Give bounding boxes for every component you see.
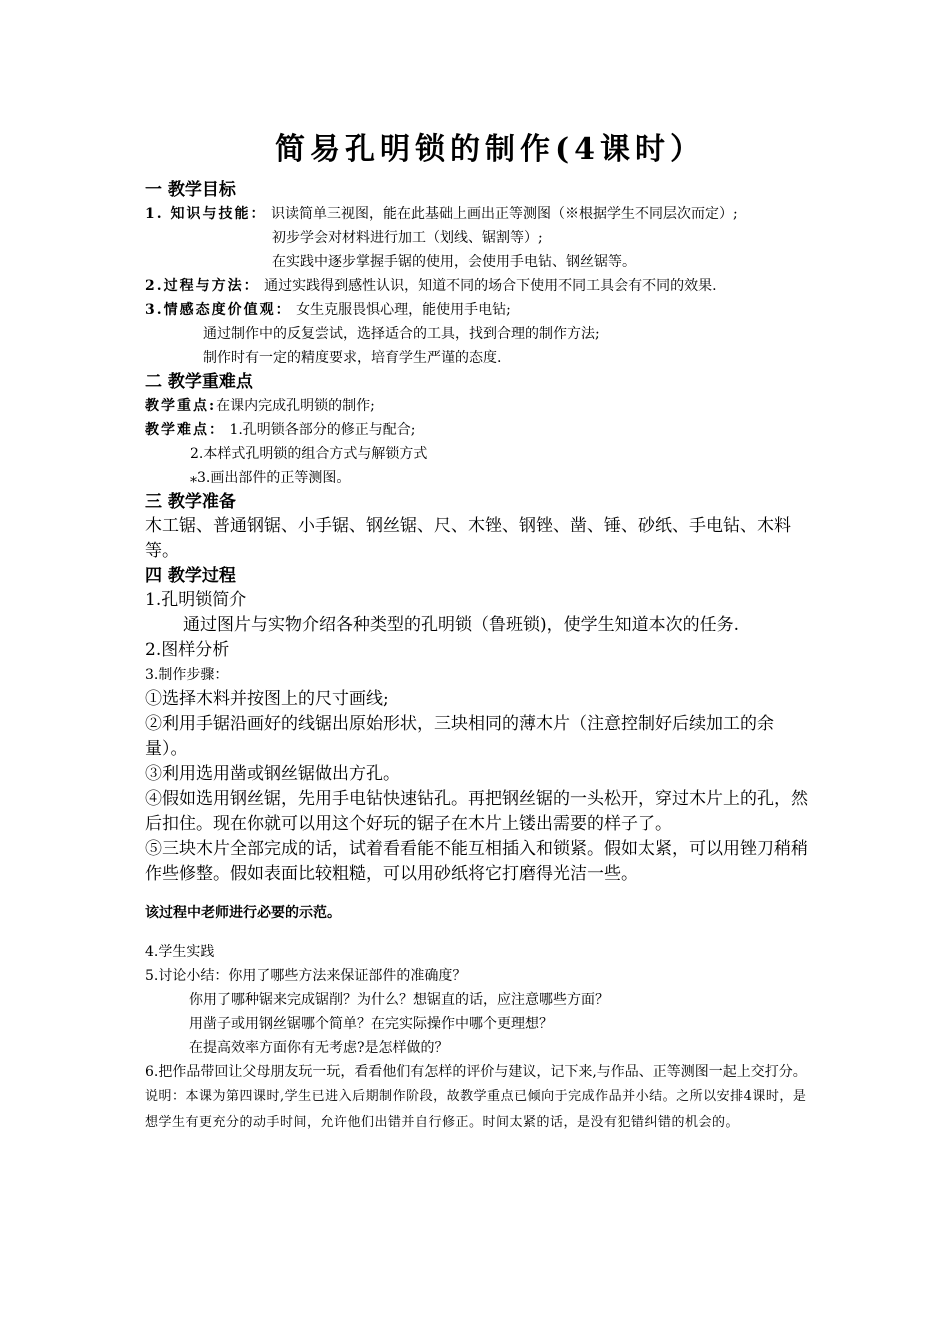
process-item-1: 1.孔明锁简介 — [145, 590, 247, 610]
objective-knowledge-label: 1. 知识与技能： — [145, 206, 267, 222]
process-item-4: 4.学生实践 — [145, 944, 215, 960]
discussion-question-3: 在提高效率方面你有无考虑?是怎样做的？ — [189, 1040, 449, 1056]
objective-knowledge — [145, 202, 815, 226]
step-5: ⑤三块木片全部完成的话，试着看看能不能互相插入和锁紧。假如太紧，可以用锉刀稍稍作些修整。假如表面比较粗糙，可以用砂纸将它打磨得光洁一些。 — [145, 839, 808, 884]
step-4: ④假如选用钢丝锯，先用手电钻快速钻孔。再把钢丝锯的一头松开，穿过木片上的孔，然后扣住。现在你就可以用这个好玩的锯子在木片上镂出需要的样子了。 — [145, 789, 808, 834]
difficult-point-label: 教学难点： — [145, 422, 225, 438]
objective-knowledge-2: 初步学会对材料进行加工（划线、锯割等）; — [272, 230, 543, 246]
key-point-text: 在课内完成孔明锁的制作; — [216, 398, 375, 414]
objective-attitude-3: 制作时有一定的精度要求，培育学生严谨的态度. — [203, 350, 502, 366]
step-2: ②利用手锯沿画好的线锯出原始形状，三块相同的薄木片（注意控制好后续加工的余量）。 — [145, 714, 774, 759]
difficult-point-text: 1.孔明锁各部分的修正与配合; — [225, 422, 416, 438]
page-title: 简易孔明锁的制作(4课时） — [274, 132, 706, 167]
objective-attitude-label: 3.情感态度价值观： — [145, 302, 292, 318]
process-item-1-text: 通过图片与实物介绍各种类型的孔明锁（鲁班锁)，使学生知道本次的任务. — [183, 615, 740, 635]
objective-attitude — [145, 298, 815, 322]
demo-note: 该过程中老师进行必要的示范。 — [145, 905, 341, 921]
difficult-point — [145, 418, 815, 442]
section-heading-objectives: 一 教学目标 — [145, 180, 236, 200]
process-item-2: 2.图样分析 — [145, 640, 230, 660]
section-heading-process: 四 教学过程 — [145, 566, 236, 586]
objective-process-text: 通过实践得到感性认识，知道不同的场合下使用不同工具会有不同的效果. — [259, 278, 717, 294]
preparation-text: 木工锯、普通钢锯、小手锯、钢丝锯、尺、木锉、钢锉、凿、锤、砂纸、手电钻、木料等。 — [145, 516, 791, 561]
discussion-question-1: 你用了哪种锯来完成锯削？为什么？想锯直的话，应注意哪些方面？ — [189, 992, 609, 1008]
step-3: ③利用选用凿或钢丝锯做出方孔。 — [145, 764, 400, 784]
objective-knowledge-3: 在实践中逐步掌握手锯的使用，会使用手电钻、钢丝锯等。 — [272, 254, 636, 270]
objective-attitude-text: 女生克服畏惧心理，能使用手电钻; — [291, 302, 511, 318]
explanation-note: 说明：本课为第四课时,学生已进入后期制作阶段，故教学重点已倾向于完成作品并小结。之所以安排4课时，是想学生有更充分的动手时间，允许他们出错并自行修正。时间太紧的话，是没有犯错纠错的机会的。 — [145, 1089, 807, 1130]
key-point — [145, 394, 815, 418]
objective-knowledge-text: 识读简单三视图，能在此基础上画出正等测图（※根据学生不同层次而定）; — [266, 206, 738, 222]
difficult-point-2: 2.本样式孔明锁的组合方式与解锁方式 — [190, 446, 428, 462]
difficult-point-3: ⁎3.画出部件的正等测图。 — [190, 470, 351, 486]
objective-process-label: 2.过程与方法： — [145, 278, 260, 294]
process-item-5: 5.讨论小结：你用了哪些方法来保证部件的准确度？ — [145, 968, 467, 984]
objective-attitude-2: 通过制作中的反复尝试，选择适合的工具，找到合理的制作方法; — [203, 326, 600, 342]
process-item-6: 6.把作品带回让父母朋友玩一玩，看看他们有怎样的评价与建议，记下来,与作品、正等测图一起上交打分。 — [145, 1064, 807, 1080]
discussion-question-2: 用凿子或用钢丝锯哪个简单？在完实际操作中哪个更理想？ — [189, 1016, 553, 1032]
objective-process — [145, 274, 815, 298]
key-point-label: 教学重点: — [145, 398, 217, 414]
process-item-3: 3.制作步骤： — [145, 667, 229, 683]
step-1: ①选择木料并按图上的尺寸画线; — [145, 689, 389, 709]
section-heading-preparation: 三 教学准备 — [145, 492, 236, 512]
section-heading-key-points: 二 教学重难点 — [145, 372, 253, 392]
document-body — [145, 130, 815, 1136]
